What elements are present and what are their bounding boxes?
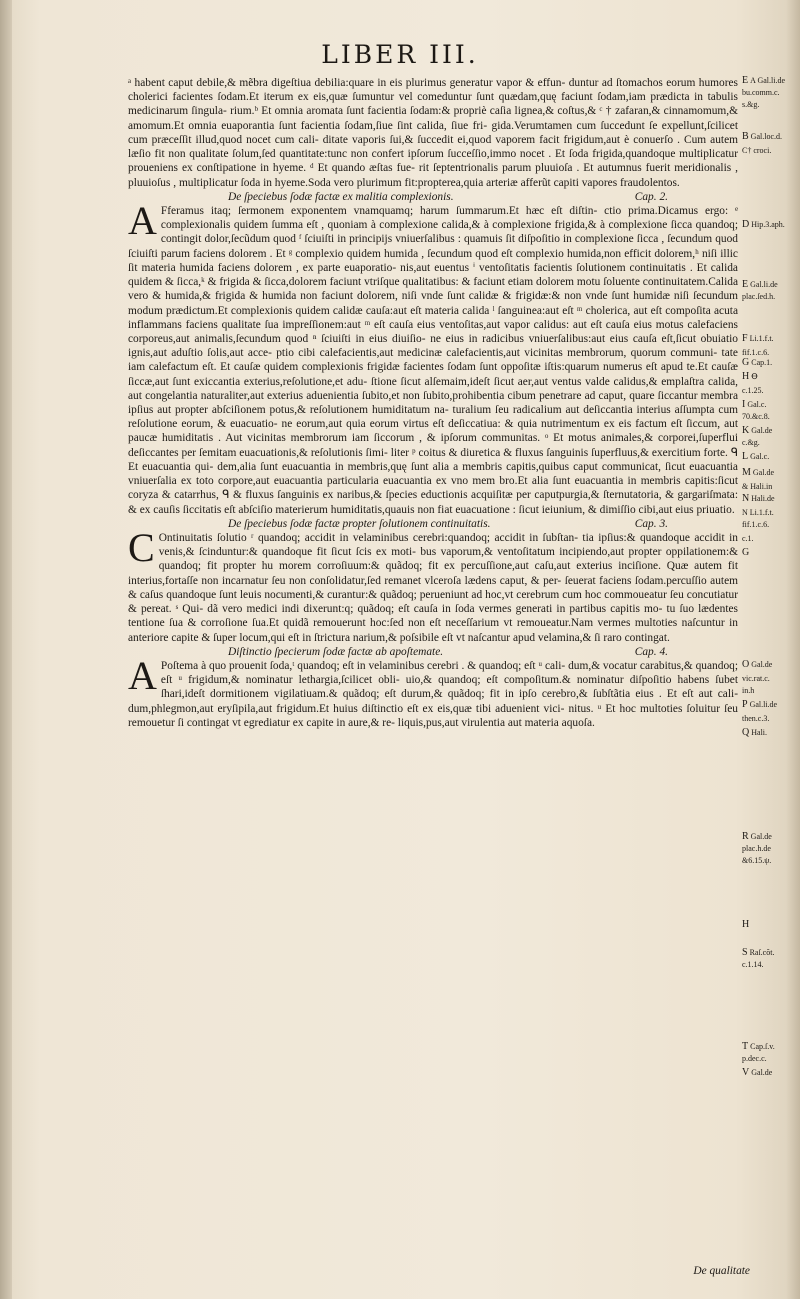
margin-note-letter: B [742, 132, 749, 141]
margin-note-letter: E [742, 76, 749, 85]
paragraph-text: Poſtema à quo prouenit ſoda,ᵗ quandoq; eſt in velaminibus cerebri . & quandoq; eſt ᵘ cali- dum,& vocatur carabitus,& quandoq; eſt ᵘ frigidum,& nominatur lethargia,ſcilicet obli- uio,& quandoq; eſt compoſitum.& nominatur diſpoſitio habens ſubet ſhari,ideſt dormitionem vigilatiuam.& quãdoq; eſt durum,& quãdoq; fit in ipſo cerebro,& ſubſtãtia eius . Et eſt aut cali- dum,phlegmon,aut eryſipila,aut frigidum.Et huius diſtinctio eſt ex eis,quæ tibi aduenient vici- nitus. ᵘ Et hoc multoties ſoluitur ſeu remouetur ſi contingat vt egrediatur ex capite in aure,& re- liquis,pus,aut virulentia aut materia aquoſa. [128, 659, 738, 729]
paragraph: ᵃ habent caput debile,& mẽbra digeſtiua debilia:quare in eis plurimus generatur vapor & effun- duntur ad ſtomachos eorum humores cholerici facientes ſodam.Et iterum ex eis,quæ ſumuntur vel comeduntur ſunt quædam,quę faciunt ſodam,iam prædicta in tabulis medicinarum ſingula- rium.ᵇ Et omnia aromata ſunt facientia ſodam:& propriè caſia lignea,& coſtus,& ᶜ † zafaran,& cinnamomum,& amomum.Et omnia euaporantia ſunt facientia ſodam,ſiue ſint calida, ſiue fri- gida.Verumtamen cum ſuccedunt ſe expellunt,ſcilicet cum præceſſit illud,quod nocet cum cali- ditate vaporis ſui,& ſuccedit ei,quod vaporem facit frigidum,aut è conuerſo . Cum autem læſio fit non qualitate ſolum,ſed quantitate:tunc non confert ipſorum ſucceſſio,immo nocet . Et ſoda frigida,quandoque multiplicatur proueniens ex conſtipatione in hyeme. ᵈ Et quando æſtas fue- rit ſeptentrionalis parum pluuioſa . Et autumnus fuerit meridionalis , pluuioſus , multiplicatur ſoda in hyeme.Soda vero plurimum fit:propterea,quia arteriæ afferũt capiti vapores fraudolentos. [128, 77, 738, 189]
margin-note-letter: N [742, 494, 750, 503]
margin-note-letter: O [742, 660, 750, 669]
chapter-title: Diſtinctio ſpecierum ſodæ factæ ab apoſtemate. [228, 645, 444, 658]
catchword: De qualitate [693, 1265, 750, 1277]
margin-note-text: Gal.de [752, 468, 775, 477]
margin-note-text: & Hali.in [742, 482, 773, 491]
margin-note-text: plac.h.de [742, 844, 771, 853]
paragraph [128, 197, 738, 517]
margin-note-text: c.1. [742, 534, 754, 543]
margin-note-text: fif.1.c.6. [742, 520, 770, 529]
margin-note-text: Gal.de [750, 832, 772, 841]
chapter-heading [128, 517, 738, 531]
chapter-heading [128, 190, 738, 204]
margin-note-text: Hip.3.aph. [751, 220, 785, 229]
margin-note-text: vic.rat.c. [742, 674, 770, 683]
margin-note-text: Gal.loc.d. [750, 132, 782, 141]
margin-note-letter: L [742, 452, 749, 461]
running-head: LIBER III. [321, 40, 479, 69]
margin-note-text: A Gal.li.de [750, 76, 785, 85]
chapter-title: De ſpeciebus ſodæ factæ ex malitia complexionis. [228, 190, 454, 203]
margin-note-text: c.&g. [742, 438, 760, 447]
margin-note-text: c.1.14. [742, 960, 764, 969]
margin-note-letter: V [742, 1068, 750, 1077]
chapter-number: Cap. 3. [634, 517, 668, 530]
margin-note-letter: M [742, 468, 751, 477]
margin-note-text: Hali. [751, 728, 768, 737]
margin-note-letter: D [742, 220, 750, 229]
margin-note-letter: H [742, 372, 750, 381]
chapter-title: De ſpeciebus ſodæ factæ propter ſolutionem continuitatis. [228, 517, 491, 530]
margin-note-letter: E [742, 280, 749, 289]
page-fold-shadow [786, 0, 800, 1299]
margin-note-letter: P [742, 700, 748, 709]
margin-note-text: Gal.li.de [750, 280, 778, 289]
margin-note-text: then.c.3. [742, 714, 770, 723]
margin-note-letter: K [742, 426, 750, 435]
chapter-number: Cap. 4. [634, 645, 668, 658]
margin-note-text: Gal.c. [747, 400, 767, 409]
paragraph [128, 525, 738, 645]
margin-note-text: Gal.li.de [749, 700, 778, 709]
paragraph [128, 652, 738, 730]
margin-note-text: &6.15.ψ. [742, 856, 772, 865]
margin-note-text: Cap.ſ.v. [750, 1042, 775, 1051]
margin-note-text: Raſ.cõt. [749, 948, 775, 957]
margin-note-text: Gal.de [751, 1068, 773, 1077]
margin-note-text: Li.1.f.t. [749, 334, 774, 343]
margin-note-letter: F [742, 334, 748, 343]
drop-cap: C [128, 525, 155, 570]
margin-note-text: Gal.de [751, 660, 773, 669]
margin-note-text: C† croci. [742, 146, 772, 155]
margin-note-text: Cap.1. [751, 358, 773, 367]
chapter-heading [128, 645, 738, 659]
paragraph-text: Fferamus itaq; ſermonem exponentem vnamquamq; harum ſummarum.Et hæc eſt diſtin- ctio prima.Dicamus ergo: ᵉ complexionalis quidem ſumma eſt , quoniam à complexione calida,& à complexione frigida,& à complexione ſicca quandoq; contingit dolor,ſecũdum quod ᶠ ſciuiſti in principijs vniuerſalibus : quamuis ſit diſpoſitio in complexione ſicca , ſecundum quod ſciuiſti parum faciens dolorem . Et ᵍ complexio quidem humida , ſecundum quod eſt complexio humida,non efficit dolorem,ʰ niſi illic ſit materia humida faciens dolorem , ex parte euaporatio- nis,aut euentus ⁱ ventoſitatis facientis ſolutionem continuitatis . Et calida quidem & ſicca,ᵏ & frigida & ſicca,dolorem faciunt vtriſque qualitatibus: & faciunt etiam dolorem motu ſoluente continuitatem.Calida vero & humida,& frigida & humida non faciunt dolorem, niſi vnde ſunt calidæ & frigidæ:& non vnde ſunt humidæ niſi ſecundum modum prædictum.Et complexionis quidem calidæ cauſa:aut eſt materia calida ˡ ſanguinea:aut eſt ᵐ cholerica, aut eſt compoſita acuta inflammans faciens qualitate ſua impreſſionem:aut ᵐ eſt cauſa eius ventoſitas,aut vapor calidus: aut eſt cauſa eius motus calefaciens corporeus,aut animalis,ſecundum quod ⁿ ſciuiſti in eius diuiſio- ne eius in radicibus vniuerſalibus:aut eius cauſa eſt,ſicut obuiatio ignis,aut aduſtio ſolis,aut acce- ptio cibi calefacientis,aut medicinæ calefacientis,aut vicinitas membrorum, quorum communi- tate iam calefactum eſt. Et cauſæ quidem complexionis frigidæ facientes ſodam ſunt oppoſitæ iſtis:quarum numerus eſt apud te.Et cauſæ ſiccæ,aut ſunt exiccantia exterius,reſolutione,et adu- ſtione ſicut alſemaim,ideſt ſicut aer,aut ventus valde calidus,& emplaſtra calida, aut congelantia naturaliter,aut exterius aduenientia ſubito,et non ſubito,prohibentia cibum penetrare ad caput, quare ſiccantur membra ipſius aut propter abſciſionem potus,& reſolutionem humiditatum na- turalium ſeu radicalium aut deſiccantia interius aſſumpta cum reſolutione eorum, & euacuatio- ne eorum,aut quia eorum virtus eſt deſiccatiua: & quia nutrimentum ex eis factum eſt ſiccum, aut paucæ humiditatis . Aut vicinitas membrorum iam ſiccorum , & ipſorum communitas. ᵒ Et motus animales,& corporei,ſuperflui deſiccantes per ſemitam euacuationis,& reſolutionis ſimi- liter ᵖ coitus & diuretica & fluxus ſanguinis ſuperfluus,& exercitium forte. ᑫ Et euacuantia qui- dem,alia ſunt euacuantia in membris,quę ſunt alia a membris capitis,quibus caput communicat, ſicut euacuantia vniuerſalia ex toto corpore,aut euacuantia particularia euacuantia ex vno mem bro.Et alia ſunt euacuantia in membris capitis:ſicut coryza & catarrhus, ᑫ & fluxus ſanguinis ex naribus,& ſpecies eductionis acquiſitæ per caputpurgia,& ſternutatoria, & gargariſmata: & ex cauſis ſiccitatis eſt abſciſio materierum humiditatis,quauis non fiat euacuatione : ſicut ieiunium, & dimiſſio cibi,aut eius priuatio. [128, 204, 738, 516]
margin-note-letter: R [742, 832, 749, 841]
margin-note-text: p.dec.c. [742, 1054, 767, 1063]
margin-note-letter: Q [742, 728, 750, 737]
margin-note-text: Ꝋ [751, 372, 758, 381]
main-text-column [128, 76, 738, 730]
chapter-number: Cap. 2. [634, 190, 668, 203]
margin-note-text: Gal.c. [750, 452, 770, 461]
paragraph-text: Ontinuitatis ſolutio ʳ quandoq; accidit in velaminibus cerebri:quandoq; accidit in ſubſtan- tia ipſius:& quandoque accidit in venis,& ſcinduntur:& quandoque fit ſicut ſcis ex moti- bus vaporum,& ventoſitatum incipiendo,aut propter oppilationem:& quandoq; fit propter hu morem corroſiuum:& quãdoq; fit ex percuſſione,aut caſu,aut exterius inciſione. Quæ autem fit interius,fortaſſe non incarnatur ſeu non conſolidatur,ſed remanet vlceroſa lædens caput, & per- ſeuerat faciens ſodam.percuſſio autem & caſus quandoque ſunt leuis nocumenti,& curantur:& quãdoq; perueniunt ad hoc,vt cerebrum cum hoc commoueatur ſeu concutiatur & pereat. ˢ Qui- dã vero medici indi dixerunt:q; quãdoq; eſt cauſa in ſoda vermes generati in partibus capitis mo- tu ſuo lædentes tentione ſua & corroſione ſua.Et quidã remouerunt hoc:ſed non eſt neceſſarium vt remoueatur.Nam vermes multoties naſcuntur in anteriore capite & ſuper locum,qui eſt in ſtrictura narium,& poſsibile eſt vt naſcantur apud velamina,& ſi raro contingat. [128, 532, 738, 644]
margin-note-text: plac.ſed.h. [742, 292, 776, 301]
margin-note-text: Hali.de [751, 494, 775, 503]
margin-note-text: Gal.de [751, 426, 773, 435]
margin-note-letter: H [742, 920, 750, 929]
margin-note-text: in.h [742, 686, 755, 695]
margin-note-letter: G [742, 358, 750, 367]
margin-note-letter: T [742, 1042, 749, 1051]
margin-note-text: bu.comm.c. [742, 88, 780, 97]
drop-cap: A [128, 652, 157, 698]
margin-note-text: s.&g. [742, 100, 760, 109]
drop-cap: A [128, 197, 157, 243]
margin-note-text: 70.&c.8. [742, 412, 770, 421]
margin-note-letter: S [742, 948, 748, 957]
margin-note-text: fif.1.c.6. [742, 348, 770, 357]
margin-note-letter: I [742, 400, 746, 409]
margin-note-text: N Li.1.f.t. [742, 508, 774, 517]
margin-note-letter: G [742, 548, 750, 557]
margin-note-text: c.1.25. [742, 386, 764, 395]
page-edge-shadow [0, 0, 12, 1299]
